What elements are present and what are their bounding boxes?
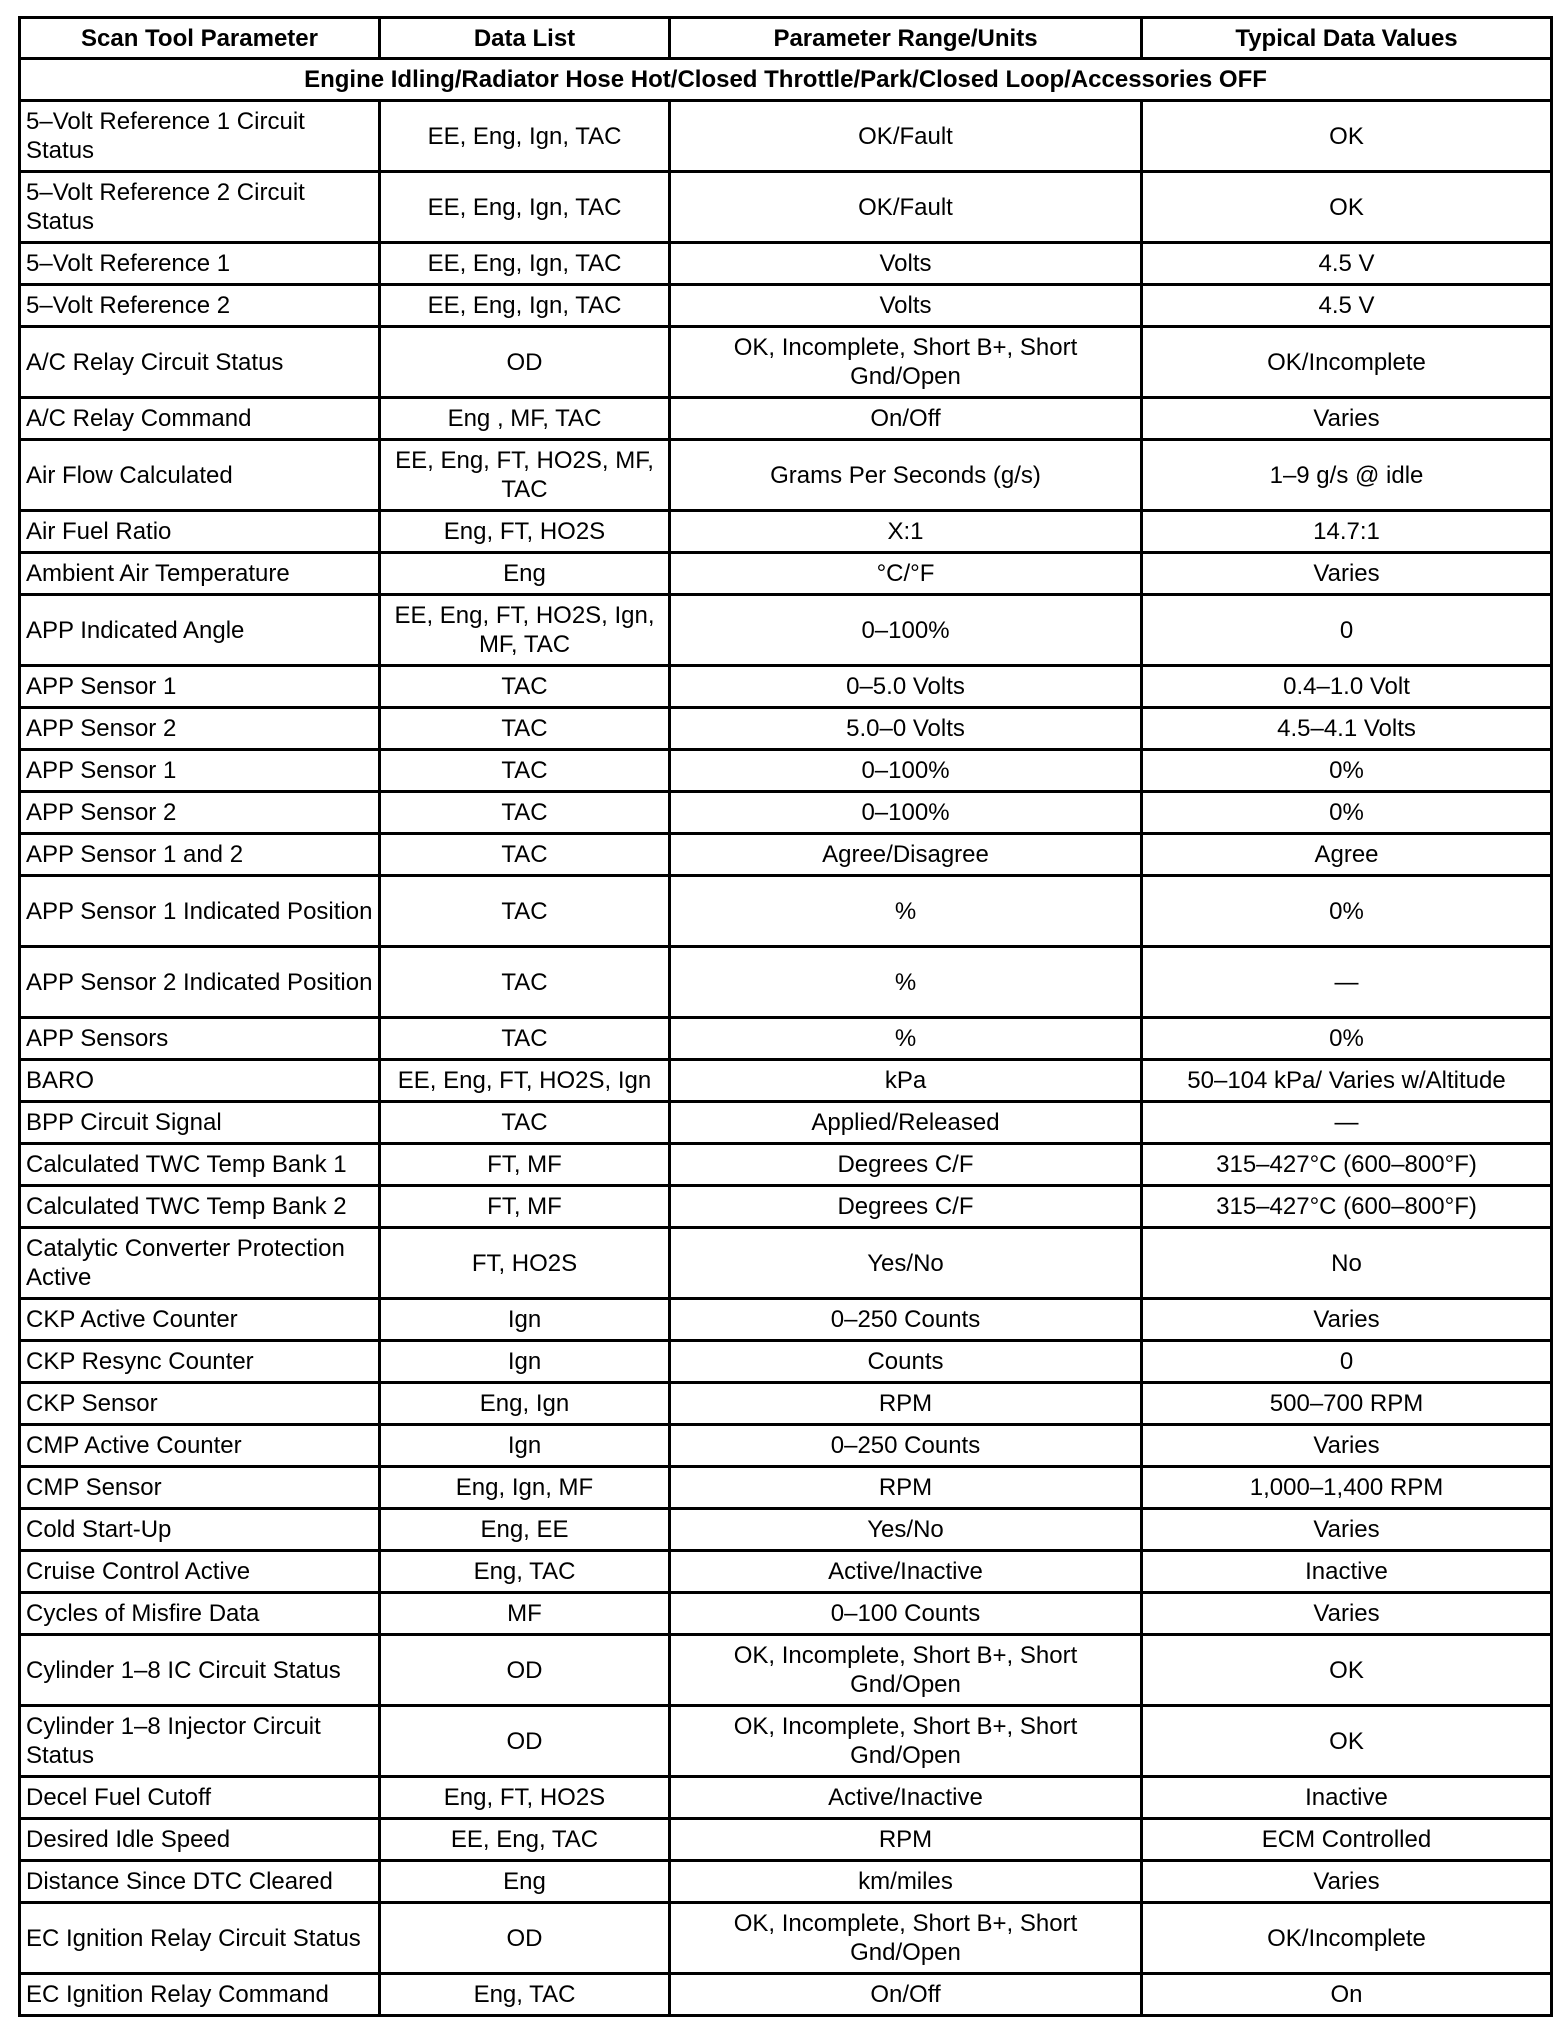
data-list-cell: FT, MF [380,1144,670,1186]
typical-value-cell: Varies [1142,398,1552,440]
range-cell: OK, Incomplete, Short B+, Short Gnd/Open [670,1903,1142,1974]
typical-value-cell: — [1142,947,1552,1018]
table-row [20,1635,1552,1706]
parameter-cell: APP Sensor 1 Indicated Position [20,876,380,947]
typical-value-cell: 0% [1142,876,1552,947]
table-row [20,1341,1552,1383]
data-list-cell: EE, Eng, TAC [380,1819,670,1861]
range-cell: kPa [670,1060,1142,1102]
parameter-cell: APP Sensor 2 Indicated Position [20,947,380,1018]
typical-value-cell: 50–104 kPa/ Varies w/Altitude [1142,1060,1552,1102]
range-cell: RPM [670,1383,1142,1425]
typical-value-cell: 315–427°C (600–800°F) [1142,1186,1552,1228]
parameter-cell: CKP Sensor [20,1383,380,1425]
parameter-cell: APP Sensor 2 [20,792,380,834]
typical-value-cell: OK [1142,1706,1552,1777]
parameter-cell: Calculated TWC Temp Bank 2 [20,1186,380,1228]
parameter-cell: Desired Idle Speed [20,1819,380,1861]
table-row [20,1228,1552,1299]
typical-value-cell: Inactive [1142,1551,1552,1593]
typical-value-cell: OK [1142,172,1552,243]
typical-value-cell: 315–427°C (600–800°F) [1142,1144,1552,1186]
range-cell: 0–100% [670,595,1142,666]
range-cell: Active/Inactive [670,1551,1142,1593]
table-row [20,1593,1552,1635]
table-row [20,947,1552,1018]
range-cell: Yes/No [670,1509,1142,1551]
table-row [20,750,1552,792]
range-cell: Counts [670,1341,1142,1383]
data-list-cell: TAC [380,947,670,1018]
range-cell: OK/Fault [670,172,1142,243]
table-row [20,172,1552,243]
data-list-cell: Eng, TAC [380,1551,670,1593]
typical-value-cell: No [1142,1228,1552,1299]
range-cell: °C/°F [670,553,1142,595]
table-row [20,1509,1552,1551]
parameter-cell: 5–Volt Reference 1 [20,243,380,285]
data-list-cell: TAC [380,834,670,876]
table-row [20,708,1552,750]
parameter-cell: Cruise Control Active [20,1551,380,1593]
table-row [20,1974,1552,2016]
table-row [20,553,1552,595]
header-data-list: Data List [380,18,670,59]
range-cell: OK, Incomplete, Short B+, Short Gnd/Open [670,1635,1142,1706]
header-typical-data-values: Typical Data Values [1142,18,1552,59]
table-row [20,1467,1552,1509]
table-row [20,1186,1552,1228]
data-list-cell: EE, Eng, Ign, TAC [380,101,670,172]
scan-tool-data-table [18,16,1553,2017]
parameter-cell: CMP Active Counter [20,1425,380,1467]
section-condition: Engine Idling/Radiator Hose Hot/Closed Throttle/Park/Closed Loop/Accessories OFF [20,59,1552,101]
table-row [20,1425,1552,1467]
data-list-cell: FT, HO2S [380,1228,670,1299]
data-list-cell: TAC [380,708,670,750]
table-row [20,1861,1552,1903]
data-list-cell: Eng, Ign [380,1383,670,1425]
range-cell: 5.0–0 Volts [670,708,1142,750]
table-row [20,1777,1552,1819]
data-list-cell: Eng, FT, HO2S [380,1777,670,1819]
parameter-cell: APP Sensors [20,1018,380,1060]
data-list-cell: TAC [380,666,670,708]
parameter-cell: APP Sensor 1 and 2 [20,834,380,876]
table-row [20,243,1552,285]
typical-value-cell: 0.4–1.0 Volt [1142,666,1552,708]
data-list-cell: Eng [380,553,670,595]
parameter-cell: 5–Volt Reference 2 [20,285,380,327]
range-cell: 0–100 Counts [670,1593,1142,1635]
parameter-cell: CMP Sensor [20,1467,380,1509]
table-body [20,59,1552,2016]
typical-value-cell: Varies [1142,1299,1552,1341]
range-cell: km/miles [670,1861,1142,1903]
table-row [20,1819,1552,1861]
data-list-cell: Ign [380,1299,670,1341]
table-row [20,834,1552,876]
range-cell: 0–100% [670,792,1142,834]
data-list-cell: EE, Eng, Ign, TAC [380,172,670,243]
typical-value-cell: Varies [1142,1861,1552,1903]
section-row [20,59,1552,101]
typical-value-cell: OK/Incomplete [1142,327,1552,398]
range-cell: Yes/No [670,1228,1142,1299]
parameter-cell: CKP Active Counter [20,1299,380,1341]
parameter-cell: BARO [20,1060,380,1102]
typical-value-cell: 0% [1142,1018,1552,1060]
typical-value-cell: ECM Controlled [1142,1819,1552,1861]
range-cell: Degrees C/F [670,1186,1142,1228]
table-row [20,101,1552,172]
parameter-cell: APP Sensor 1 [20,750,380,792]
data-list-cell: TAC [380,750,670,792]
table-row [20,1299,1552,1341]
range-cell: On/Off [670,398,1142,440]
table-row [20,1551,1552,1593]
typical-value-cell: 1,000–1,400 RPM [1142,1467,1552,1509]
parameter-cell: A/C Relay Command [20,398,380,440]
data-list-cell: TAC [380,876,670,947]
range-cell: Active/Inactive [670,1777,1142,1819]
table-row [20,1102,1552,1144]
table-row [20,1706,1552,1777]
typical-value-cell: 4.5 V [1142,243,1552,285]
table-row [20,285,1552,327]
typical-value-cell: 0 [1142,595,1552,666]
parameter-cell: APP Indicated Angle [20,595,380,666]
parameter-cell: 5–Volt Reference 2 Circuit Status [20,172,380,243]
range-cell: Agree/Disagree [670,834,1142,876]
data-list-cell: MF [380,1593,670,1635]
typical-value-cell: 500–700 RPM [1142,1383,1552,1425]
data-list-cell: Ign [380,1425,670,1467]
table-row [20,595,1552,666]
range-cell: Volts [670,243,1142,285]
typical-value-cell: — [1142,1102,1552,1144]
data-list-cell: Eng, TAC [380,1974,670,2016]
parameter-cell: Cylinder 1–8 IC Circuit Status [20,1635,380,1706]
parameter-cell: Catalytic Converter Protection Active [20,1228,380,1299]
parameter-cell: Cylinder 1–8 Injector Circuit Status [20,1706,380,1777]
data-list-cell: Eng [380,1861,670,1903]
parameter-cell: Distance Since DTC Cleared [20,1861,380,1903]
data-list-cell: Eng , MF, TAC [380,398,670,440]
range-cell: Volts [670,285,1142,327]
parameter-cell: Decel Fuel Cutoff [20,1777,380,1819]
data-list-cell: TAC [380,1102,670,1144]
data-list-cell: EE, Eng, Ign, TAC [380,285,670,327]
table-row [20,1383,1552,1425]
table-row [20,876,1552,947]
data-list-cell: EE, Eng, FT, HO2S, MF, TAC [380,440,670,511]
range-cell: Applied/Released [670,1102,1142,1144]
range-cell: Degrees C/F [670,1144,1142,1186]
parameter-cell: 5–Volt Reference 1 Circuit Status [20,101,380,172]
parameter-cell: Air Flow Calculated [20,440,380,511]
range-cell: % [670,1018,1142,1060]
typical-value-cell: Varies [1142,553,1552,595]
parameter-cell: BPP Circuit Signal [20,1102,380,1144]
data-list-cell: EE, Eng, FT, HO2S, Ign, MF, TAC [380,595,670,666]
range-cell: RPM [670,1819,1142,1861]
typical-value-cell: OK [1142,101,1552,172]
table-row [20,1018,1552,1060]
parameter-cell: EC Ignition Relay Circuit Status [20,1903,380,1974]
table-row [20,792,1552,834]
data-list-cell: TAC [380,1018,670,1060]
typical-value-cell: 4.5–4.1 Volts [1142,708,1552,750]
data-list-cell: Eng, EE [380,1509,670,1551]
range-cell: RPM [670,1467,1142,1509]
data-list-cell: EE, Eng, FT, HO2S, Ign [380,1060,670,1102]
range-cell: % [670,876,1142,947]
data-list-cell: OD [380,1635,670,1706]
table-row [20,1144,1552,1186]
parameter-cell: Ambient Air Temperature [20,553,380,595]
typical-value-cell: 0% [1142,750,1552,792]
typical-value-cell: Varies [1142,1593,1552,1635]
parameter-cell: APP Sensor 2 [20,708,380,750]
parameter-cell: Air Fuel Ratio [20,511,380,553]
typical-value-cell: 14.7:1 [1142,511,1552,553]
data-list-cell: OD [380,327,670,398]
header-parameter-range-units: Parameter Range/Units [670,18,1142,59]
data-list-cell: Eng, Ign, MF [380,1467,670,1509]
table-row [20,398,1552,440]
table-row [20,666,1552,708]
typical-value-cell: 0 [1142,1341,1552,1383]
parameter-cell: APP Sensor 1 [20,666,380,708]
table-row [20,327,1552,398]
data-list-cell: EE, Eng, Ign, TAC [380,243,670,285]
typical-value-cell: Inactive [1142,1777,1552,1819]
data-list-cell: FT, MF [380,1186,670,1228]
header-scan-tool-parameter: Scan Tool Parameter [20,18,380,59]
data-list-cell: Ign [380,1341,670,1383]
range-cell: 0–5.0 Volts [670,666,1142,708]
typical-value-cell: OK/Incomplete [1142,1903,1552,1974]
typical-value-cell: Agree [1142,834,1552,876]
typical-value-cell: On [1142,1974,1552,2016]
range-cell: % [670,947,1142,1018]
data-list-cell: TAC [380,792,670,834]
typical-value-cell: 0% [1142,792,1552,834]
parameter-cell: Cold Start-Up [20,1509,380,1551]
typical-value-cell: Varies [1142,1425,1552,1467]
parameter-cell: Cycles of Misfire Data [20,1593,380,1635]
range-cell: X:1 [670,511,1142,553]
table-row [20,440,1552,511]
range-cell: 0–250 Counts [670,1425,1142,1467]
range-cell: OK, Incomplete, Short B+, Short Gnd/Open [670,327,1142,398]
table-row [20,1060,1552,1102]
data-list-cell: OD [380,1903,670,1974]
parameter-cell: A/C Relay Circuit Status [20,327,380,398]
data-list-cell: OD [380,1706,670,1777]
typical-value-cell: 4.5 V [1142,285,1552,327]
range-cell: 0–100% [670,750,1142,792]
typical-value-cell: 1–9 g/s @ idle [1142,440,1552,511]
table-row [20,511,1552,553]
parameter-cell: CKP Resync Counter [20,1341,380,1383]
range-cell: Grams Per Seconds (g/s) [670,440,1142,511]
header-row [20,18,1552,59]
range-cell: 0–250 Counts [670,1299,1142,1341]
typical-value-cell: OK [1142,1635,1552,1706]
range-cell: OK/Fault [670,101,1142,172]
parameter-cell: Calculated TWC Temp Bank 1 [20,1144,380,1186]
parameter-cell: EC Ignition Relay Command [20,1974,380,2016]
data-list-cell: Eng, FT, HO2S [380,511,670,553]
typical-value-cell: Varies [1142,1509,1552,1551]
range-cell: On/Off [670,1974,1142,2016]
table-row [20,1903,1552,1974]
range-cell: OK, Incomplete, Short B+, Short Gnd/Open [670,1706,1142,1777]
